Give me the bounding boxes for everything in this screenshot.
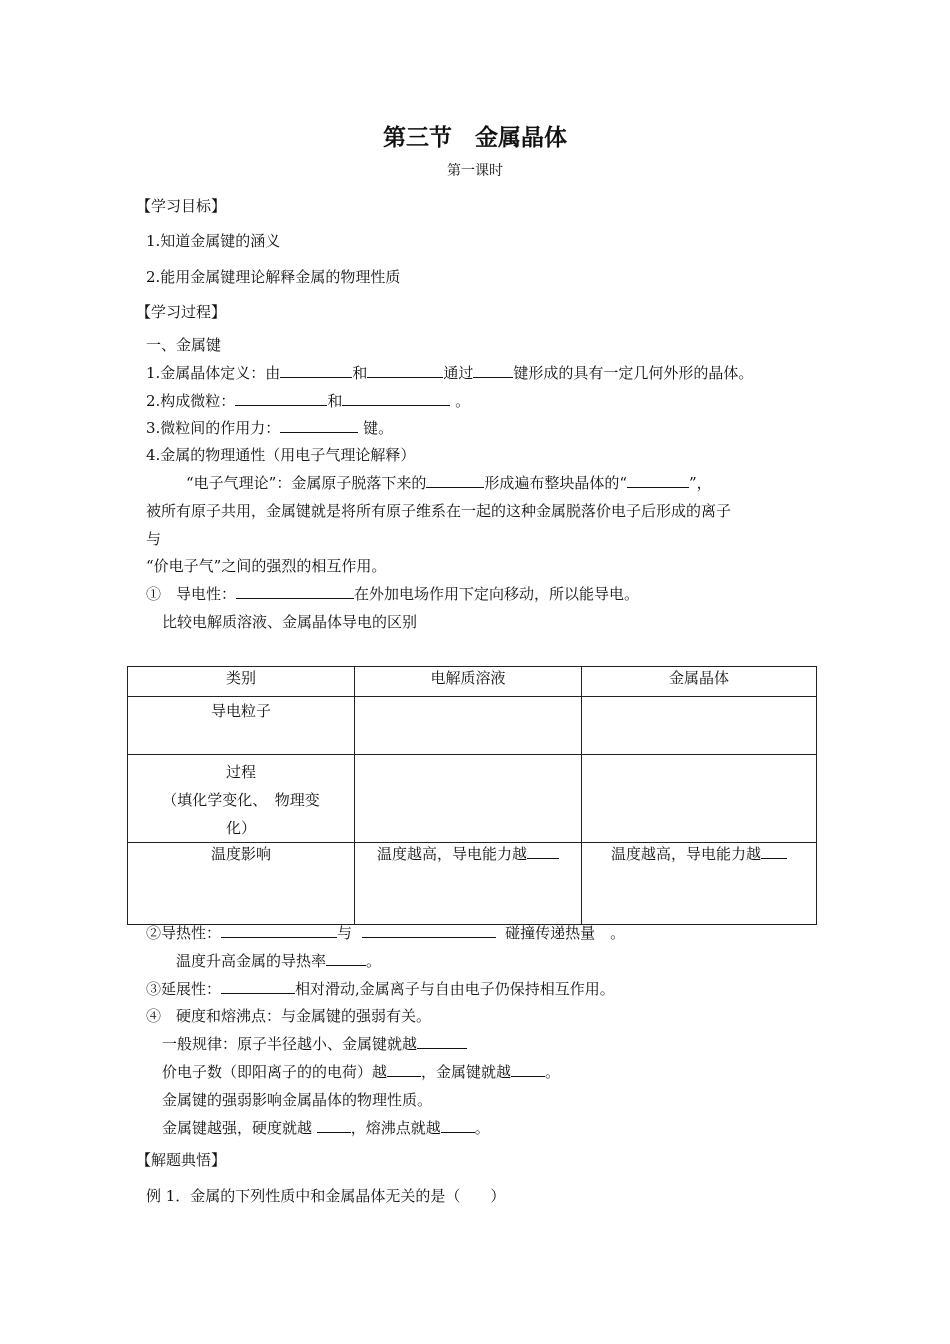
property-thermal <box>146 923 625 943</box>
p2-line2-text-a: 温度升高金属的导热率 <box>176 952 327 970</box>
blank[interactable] <box>511 1062 545 1077</box>
rule2-text-b: ，金属键就越 <box>421 1063 512 1081</box>
page-title: 第三节 金属晶体 <box>383 124 567 151</box>
comparison-table <box>127 666 817 925</box>
question-1 <box>146 363 753 383</box>
electrolyte-temperature-cell <box>355 843 582 925</box>
blank[interactable] <box>280 363 352 378</box>
table-row <box>128 843 817 925</box>
rule2-text-a: 价电子数（即阳离子的的电荷）越 <box>162 1063 388 1081</box>
blank[interactable] <box>473 363 513 378</box>
p2-text-b: 与 <box>337 924 353 942</box>
property-ductility <box>146 979 615 999</box>
blank[interactable] <box>426 473 484 488</box>
q1-text-c: 通过 <box>443 364 474 382</box>
blank[interactable] <box>367 363 443 378</box>
rule2-text-c: 。 <box>545 1063 561 1081</box>
theory-line-2: 被所有原子共用，金属键就是将所有原子维系在一起的这种金属脱落价电子后形成的离子 <box>146 502 732 520</box>
rule4-text-a: 金属键越强，硬度就越 <box>162 1119 317 1137</box>
blank[interactable] <box>441 1118 475 1133</box>
rule-2 <box>162 1062 560 1082</box>
electron-gas-theory <box>186 473 712 493</box>
q3-text-a: 3.微粒间的作用力： <box>146 419 281 437</box>
table-cell[interactable] <box>355 697 582 755</box>
blank[interactable] <box>761 844 787 859</box>
blank[interactable] <box>235 391 327 406</box>
p1-text-b: 在外加电场作用下定向移动，所以能导电。 <box>354 585 640 603</box>
p2-line2-text-b: 。 <box>366 952 382 970</box>
q1-text-b: 和 <box>352 364 368 382</box>
header-metal-crystal: 金属晶体 <box>582 667 817 697</box>
blank[interactable] <box>236 584 354 599</box>
goal-1: 1.知道金属键的涵义 <box>146 232 281 250</box>
goals-header: 【学习目标】 <box>136 197 227 215</box>
row-label-process <box>128 755 355 843</box>
table-cell[interactable] <box>582 755 817 843</box>
blank[interactable] <box>387 1062 421 1077</box>
theory-line-4: “价电子气”之间的强烈的相互作用。 <box>146 557 387 575</box>
q3-text-b: 键。 <box>363 419 394 437</box>
example-1: 例 1．金属的下列性质中和金属晶体无关的是（ ） <box>146 1187 506 1205</box>
property-conductivity <box>146 584 639 604</box>
example-header: 【解题典悟】 <box>136 1151 227 1169</box>
p2-text-c: 碰撞传递热量 。 <box>505 924 626 942</box>
p2-text-a: ②导热性： <box>146 924 222 942</box>
goal-2: 2.能用金属键理论解释金属的物理性质 <box>146 268 401 286</box>
p1-text-a: ① 导电性： <box>146 585 237 603</box>
blank[interactable] <box>362 923 496 938</box>
rule-1 <box>162 1034 467 1054</box>
page-subtitle: 第一课时 <box>447 163 503 179</box>
question-3 <box>146 418 393 438</box>
blank[interactable] <box>527 844 559 859</box>
table-row <box>128 755 817 843</box>
rule4-text-c: 。 <box>474 1119 490 1137</box>
blank[interactable] <box>317 1118 351 1133</box>
table-row <box>128 697 817 755</box>
p3-text-a: ③延展性： <box>146 980 222 998</box>
process-header: 【学习过程】 <box>136 303 227 321</box>
metal-temp-text: 温度越高，导电能力越 <box>610 845 761 863</box>
section-metallic-bond: 一、金属键 <box>146 336 222 354</box>
blank[interactable] <box>221 979 295 994</box>
table-cell[interactable] <box>582 697 817 755</box>
electrolyte-temp-text: 温度越高，导电能力越 <box>376 845 527 863</box>
header-electrolyte: 电解质溶液 <box>355 667 582 697</box>
table-cell[interactable] <box>355 755 582 843</box>
rule1-text-a: 一般规律：原子半径越小、金属键就越 <box>162 1035 418 1053</box>
header-category: 类别 <box>128 667 355 697</box>
blank[interactable] <box>280 418 358 433</box>
theory-text-c: ”， <box>689 474 712 492</box>
metal-temperature-cell <box>582 843 817 925</box>
property-hardness: ④ 硬度和熔沸点：与金属键的强弱有关。 <box>146 1007 432 1025</box>
blank[interactable] <box>221 923 337 938</box>
q2-text-a: 2.构成微粒： <box>146 392 236 410</box>
blank[interactable] <box>342 391 450 406</box>
theory-text-a: “电子气理论”：金属原子脱落下来的 <box>186 474 427 492</box>
q2-text-b: 和 <box>327 392 343 410</box>
process-label-line-1: 过程 <box>225 763 256 781</box>
compare-intro: 比较电解质溶液、金属晶体导电的区别 <box>162 613 418 631</box>
table-header-row <box>128 667 817 697</box>
rule-4 <box>162 1118 490 1138</box>
process-label-line-2: （填化学变化、 物理变 <box>162 791 320 809</box>
question-2 <box>146 391 470 411</box>
p3-text-b: 相对滑动,金属离子与自由电子仍保持相互作用。 <box>295 980 615 998</box>
rule-3: 金属键的强弱影响金属晶体的物理性质。 <box>162 1091 433 1109</box>
q1-text-d: 键形成的具有一定几何外形的晶体。 <box>513 364 754 382</box>
q1-text-a: 1.金属晶体定义：由 <box>146 364 281 382</box>
blank[interactable] <box>417 1034 467 1049</box>
process-label-line-3: 化） <box>225 819 256 837</box>
theory-line-3: 与 <box>146 530 162 548</box>
question-4: 4.金属的物理通性（用电子气理论解释） <box>146 446 416 464</box>
blank[interactable] <box>326 951 366 966</box>
row-label-temperature: 温度影响 <box>128 843 355 925</box>
q2-text-c: 。 <box>455 392 471 410</box>
rule4-text-b: ，熔沸点就越 <box>350 1119 441 1137</box>
thermal-line-2 <box>176 951 381 971</box>
theory-text-b: 形成遍布整块晶体的“ <box>484 474 628 492</box>
blank[interactable] <box>627 473 689 488</box>
row-label-particles: 导电粒子 <box>128 697 355 755</box>
